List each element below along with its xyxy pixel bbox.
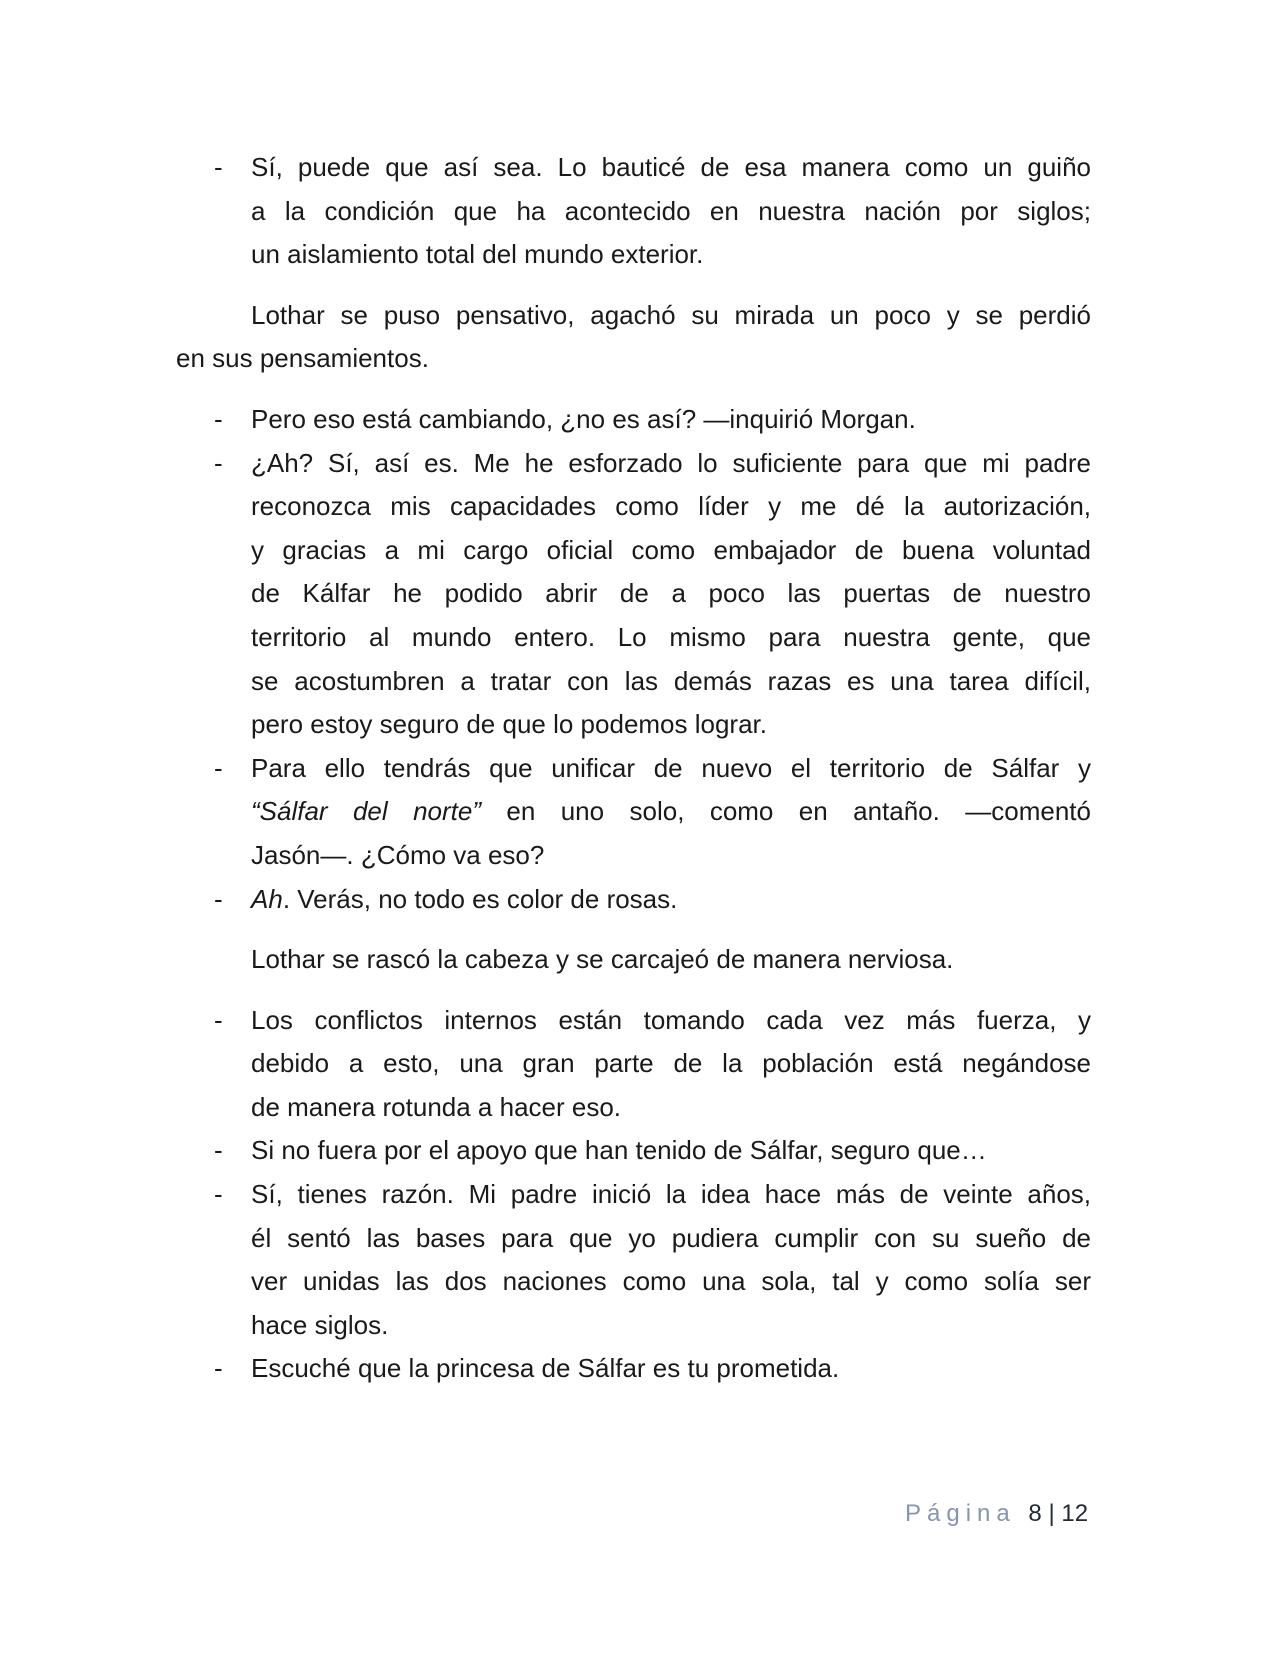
text-line: pero estoy seguro de que lo podemos lograr. [251, 709, 768, 740]
text-line: en sus pensamientos. [176, 343, 429, 374]
text-line: Escuché que la princesa de Sálfar es tu prometida. [251, 1353, 840, 1384]
text-run: . Verás, no todo es color de rosas. [282, 883, 678, 914]
text-line: Lothar se rascó la cabeza y se carcajeó de manera nerviosa. [251, 944, 954, 975]
text-line: Pero eso está cambiando, ¿no es así? —inquirió Morgan. [251, 403, 916, 434]
dialogue-dash: - [214, 152, 223, 182]
text-line: Lothar se puso pensativo, agachó su mirada un poco y se perdió [251, 299, 1091, 330]
page-number: 8 [1028, 1500, 1042, 1527]
dialogue-dash: - [214, 1004, 223, 1035]
dialogue-dash: - [214, 447, 223, 478]
text-line: un aislamiento total del mundo exterior. [251, 239, 704, 270]
italic-title: “Sálfar del norte” [251, 796, 481, 827]
text-line: Sí, tienes razón. Mi padre inició la idea hace más de veinte años, [251, 1179, 1091, 1210]
dialogue-dash: - [214, 752, 223, 783]
narration-paragraph-1 [176, 294, 1091, 381]
text-line: y gracias a mi cargo oficial como embajador de buena voluntad [251, 534, 1091, 565]
text-line: de manera rotunda a hacer eso. [251, 1091, 622, 1122]
dialogue-dash: - [214, 1135, 223, 1166]
dialogue-line-6 [176, 999, 1091, 1130]
page-total: 12 [1061, 1500, 1089, 1527]
text-line: a la condición que ha acontecido en nuestra nación por siglos; [251, 195, 1091, 226]
dialogue-line-2 [176, 398, 1091, 442]
dialogue-line-5 [176, 878, 1091, 922]
text-line: Para ello tendrás que unificar de nuevo el territorio de Sálfar y [251, 752, 1091, 783]
document-page [176, 146, 1091, 1391]
text-line: se acostumbren a tratar con las demás razas es una tarea difícil, [251, 665, 1091, 696]
dialogue-line-7 [176, 1129, 1091, 1173]
dialogue-dash: - [214, 403, 223, 434]
text-line: debido a esto, una gran parte de la población está negándose [251, 1048, 1091, 1079]
text-line: hace siglos. [251, 1309, 389, 1340]
dialogue-line-1 [176, 146, 1091, 277]
text-line: ¿Ah? Sí, así es. Me he esforzado lo suficiente para que mi padre [251, 447, 1091, 478]
text-line [251, 878, 1091, 922]
italic-word: Ah [251, 883, 283, 914]
text-run: en uno solo, como en antaño. —comentó [481, 796, 1091, 827]
dialogue-dash: - [214, 1179, 223, 1210]
dialogue-line-9 [176, 1347, 1091, 1391]
page-separator: | [1048, 1500, 1055, 1527]
text-line: territorio al mundo entero. Lo mismo para nuestra gente, que [251, 621, 1091, 652]
text-line: Los conflictos internos están tomando cada vez más fuerza, y [251, 1004, 1091, 1035]
text-line: él sentó las bases para que yo pudiera cumplir con su sueño de [251, 1222, 1091, 1253]
text-line: ver unidas las dos naciones como una sola, tal y como solía ser [251, 1266, 1091, 1297]
text-line: reconozca mis capacidades como líder y me dé la autorización, [251, 491, 1091, 522]
dialogue-dash: - [214, 883, 223, 914]
dialogue-line-3 [176, 442, 1091, 747]
narration-paragraph-2 [176, 938, 1091, 982]
text-line: Jasón—. ¿Cómo va eso? [251, 839, 545, 870]
text-line: de Kálfar he podido abrir de a poco las puertas de nuestro [251, 578, 1091, 609]
text-line: Si no fuera por el apoyo que han tenido de Sálfar, seguro que… [251, 1135, 987, 1166]
page-label: Página [905, 1500, 1016, 1527]
text-line: Sí, puede que así sea. Lo bauticé de esa manera como un guiño [251, 152, 1091, 182]
text-line [251, 790, 1091, 834]
page-footer [905, 1500, 1088, 1528]
dialogue-dash: - [214, 1353, 223, 1384]
dialogue-line-8 [176, 1173, 1091, 1347]
dialogue-line-4 [176, 747, 1091, 878]
